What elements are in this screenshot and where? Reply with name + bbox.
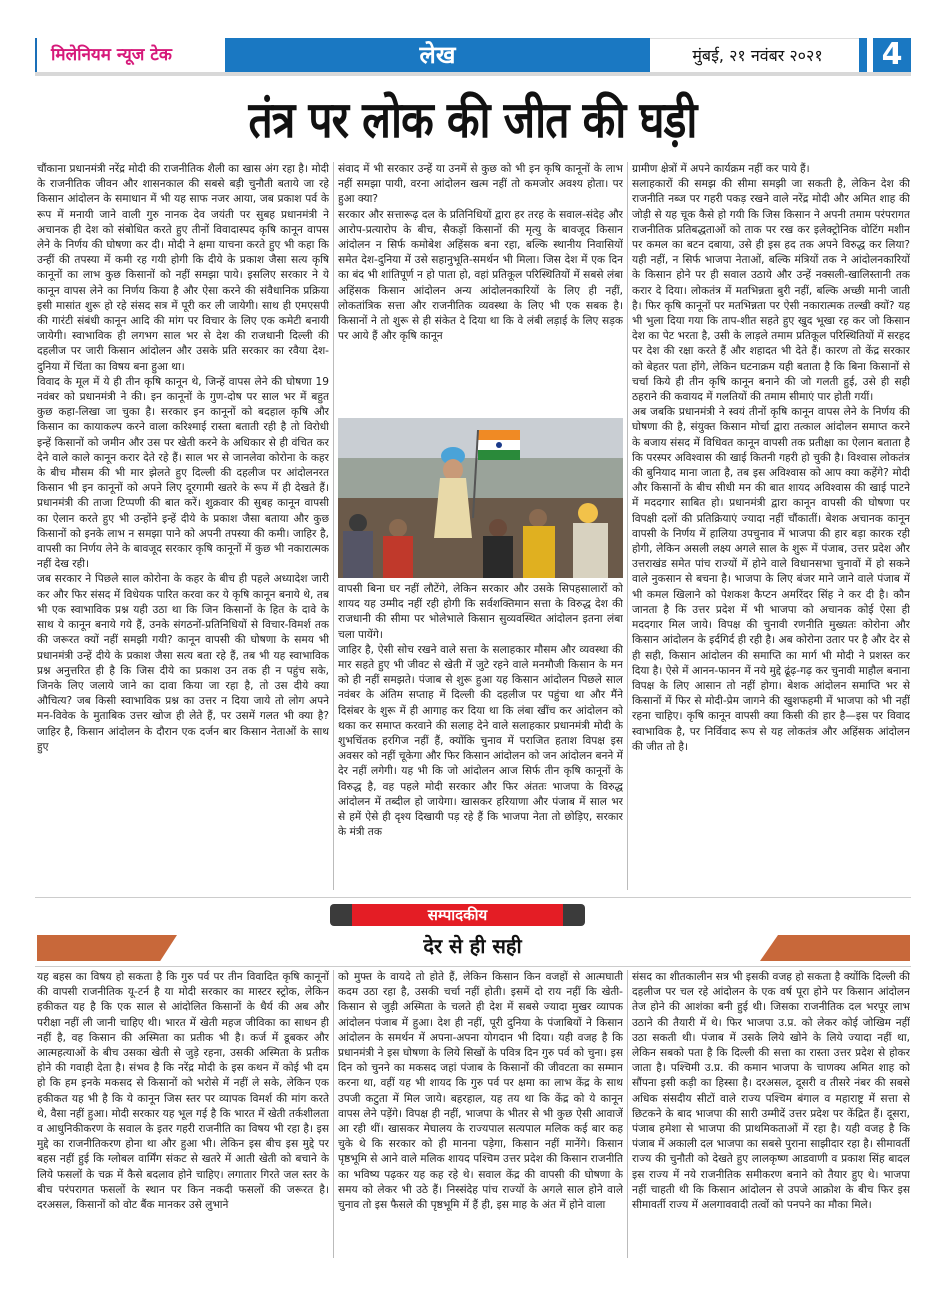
paragraph: सलाहकारों की समझ की सीमा समझी जा सकती है, लेकिन देश की राजनीति नब्ज पर गहरी पकड़ रखने वाले नरेंद्र मोदी और अमित शाह की जोड़ी से यह चूक कैसे हो गयी कि जिस किसान ने अपनी तमाम परंपरागत राजनीतिक प्रतिबद्धताओं को ताक पर रख कर इलेक्ट्रोनिक वोटिंग मशीन पर कमल का बटन दबाया, उसे ही इस हद तक अपने विरुद्ध कर लिया? यही नहीं, न सिर्फ भाजपा नेताओं, बल्कि मंत्रियों तक ने आंदोलनकारियों के किसान होने पर ही सवाल उठाये और उन्हें नक्सली-खालिस्तानी तक करार दे दिया। लोकतंत्र में मतभिन्नता बुरी नहीं, बल्कि अच्छी मानी जाती है। फिर कृषि कानूनों पर मतभिन्नता पर ऐसी नकारात्मक तल्खी क्यों? यह भी भुला दिया गया कि ताप-शीत सहते हुए खुद भूखा रह कर जो किसान देश का पेट भरता है, उसी के लाड़ले तमाम प्रतिकूल परिस्थितियों में सरहद पर देश की रक्षा करते हैं और शहादत भी देते हैं। कारण तो केंद्र सरकार को बेहतर पता होंगे, लेकिन घटनाक्रम यही बताता है कि बिना किसानों से चर्चा किये ही तीन कृषि कानून बनाने की जो गलती हुई, उसे ही सही ठहराने की कवायद में गलतियों की तमाम सीमाएं पार होती गयीं। xyxy=(632,178,910,404)
editorial-headline: देर से ही सही xyxy=(423,934,522,958)
article-headline: तंत्र पर लोक की जीत की घड़ी xyxy=(248,91,697,149)
column-divider xyxy=(333,970,334,1258)
column-divider xyxy=(627,162,628,890)
paragraph: विवाद के मूल में ये ही तीन कृषि कानून थे, जिन्हें वापस लेने की घोषणा 19 नवंबर को प्रधानमंत्री ने की। इन कानूनों के गुण-दोष पर साल भर में बहुत कुछ कहा-लिखा जा चुका है। सरकार इन कानूनों को बदहाल कृषि और किसान का कायाकल्प करने वाला करिश्माई रास्ता बताती रही है तो विरोधी इन्हें किसानों को जमीन और उस पर खेती करने के अधिकार से ही वंचित कर देने वाले काले कानून करार देते रहे हैं। साल भर से जानलेवा कोरोना के कहर के बीच मौसम की भी मार झेलते हुए दिल्ली की दहलीज पर आंदोलनरत किसान भी इन कानूनों को अपने लिए दूरगामी खतरे के रूप में ही देखते हैं। प्रधानमंत्री की ताजा टिप्पणी की बात करें। शुक्रवार की सुबह कानून वापसी का ऐलान करते हुए भी उन्होंने इन्हें दीये के प्रकाश जैसा बताया और कुछ किसानों को इनके लाभ न समझा पाने को अपनी तपस्या की कमी। जाहिर है, वापसी का निर्णय लेने के बावजूद सरकार कृषि कानूनों में कुछ भी नकारात्मक नहीं देख रही। xyxy=(37,375,329,571)
masthead xyxy=(35,38,911,76)
article-column-3 xyxy=(632,162,910,892)
section-title: लेख xyxy=(225,38,650,72)
paragraph: जाहिर है, ऐसी सोच रखने वाले सत्ता के सलाहकार मौसम और व्यवस्था की मार सहते हुए भी जीवट से खेती में जुटे रहने वाले मनमौजी किसान के मन को ही नहीं समझते। पंजाब से शुरू हुआ यह किसान आंदोलन पिछले साल नवंबर के अंतिम सप्ताह में दिल्ली की दहलीज पर पहुंचा था और मैंने दिसंबर के शुरू में ही आगाह कर दिया था कि लंबा खींच कर आंदोलन को थका कर समाप्त करवाने की सलाह देने वाले सलाहकार प्रधानमंत्री मोदी के शुभचिंतक हरगिज नहीं हैं, क्योंकि चुनाव में पराजित हताश विपक्ष इस अवसर को नहीं चूकेगा और फिर किसान आंदोलन को जन आंदोलन बनने में देर नहीं लगेगी। यह भी कि जो आंदोलन आज सिर्फ तीन कृषि कानूनों के विरुद्ध है, वह पहले मोदी सरकार और फिर अंततः भाजपा के विरुद्ध आंदोलन में तब्दील हो जायेगा। खासकर हरियाणा और पंजाब में साल भर से हमें ऐसे ही दृश्य दिखायी पड़ रहे हैं कि भाजपा नेता तो छोड़िए, सरकार के मंत्री तक xyxy=(338,643,623,839)
page-number: 4 xyxy=(867,38,911,72)
farmers-celebration-photo xyxy=(338,418,623,578)
article-column-1 xyxy=(37,162,329,892)
paragraph: चौंकाना प्रधानमंत्री नरेंद्र मोदी की राजनीतिक शैली का खास अंग रहा है। मोदी के राजनीतिक जीवन और शासनकाल की सबसे बड़ी चुनौती बताये जा रहे किसान आंदोलन के समाधान में भी यह साफ नजर आया, जब प्रकाश पर्व के रूप में मनायी जाने वाली गुरु नानक देव जयंती पर सुबह प्रधानमंत्री ने अचानक ही देश को संबोधित करते हुए तीनों विवादास्पद कृषि कानून वापस लेने के निर्णय की घोषणा कर दी। मोदी ने क्षमा याचना करते हुए भी कहा कि उन्हीं की तपस्या में कमी रह गयी होगी कि दीये के प्रकाश जैसा सत्य कृषि कानूनों का लाभ कुछ किसानों को नहीं समझा पाये। इसलिए सरकार ने ये कानून वापस लेने का निर्णय किया है और ऐसा करने की संवैधानिक प्रक्रिया इसी मासांत शुरू हो रहे संसद सत्र में पूरी कर ली जायेगी। साथ ही एमएसपी की गारंटी संबंधी कानून आदि की मांग पर विचार के लिए एक कमेटी बनायी जायेगी। स्वाभाविक ही लगभग साल भर से देश की राजधानी दिल्ली की दहलीज पर जारी किसान आंदोलन और उसके प्रति सरकार का रवैया देश-दुनिया में चिंता का विषय बना हुआ था। xyxy=(37,163,329,373)
paragraph: जब सरकार ने पिछले साल कोरोना के कहर के बीच ही पहले अध्यादेश जारी कर और फिर संसद में विधेयक पारित करवा कर ये कृषि कानून बनाये थे, तब भी एक स्वाभाविक प्रश्न यही उठा था कि जिन किसानों के हित के दावे के साथ ये कानून बनाये गये हैं, उनके संगठनों-प्रतिनिधियों से विचार-विमर्श तक की जरूरत क्यों नहीं समझी गयी? कानून वापसी की घोषणा के समय भी प्रधानमंत्री उन्हें दीये के प्रकाश जैसा सत्य बता रहे हैं, तब भी यह स्वाभाविक प्रश्न अनुत्तरित ही है कि जिस दीये का प्रकाश उन तक ही न पहुंच सके, जिनके लिए जलाये जाने का दावा किया जा रहा है, तो उस दीये क्या औचित्य? जब किसी स्वाभाविक प्रश्न का उत्तर न दिया जाये तो लोग अपने मन-विवेक के मुताबिक उत्तर खोज ही लेते हैं, पर उसमें गलत भी क्या है? जाहिर है, किसान आंदोलन के दौरान एक दर्जन बार किसान नेताओं के साथ हुए xyxy=(37,573,329,753)
paragraph: सरकार और सत्तारूढ़ दल के प्रतिनिधियों द्वारा हर तरह के सवाल-संदेह और आरोप-प्रत्यारोप के बीच, सैकड़ों किसानों की मृत्यु के बावजूद किसान आंदोलन न सिर्फ कमोबेश अहिंसक बना रहा, बल्कि स्थानीय निवासियों समेत देश-दुनिया में उसे सहानुभूति-समर्थन भी मिला। जिस देश में एक दिन का बंद भी शांतिपूर्ण न हो पाता हो, वहां प्रतिकूल परिस्थितियों में सबसे लंबा अहिंसक किसान आंदोलन अन्य आंदोलनकारियों के लिए ही नहीं, लोकतांत्रिक सत्ता और राजनीतिक व्यवस्था के लिए भी एक सबक है। किसानों ने तो शुरू से ही संकेत दे दिया था कि वे लंबी लड़ाई के लिए सड़क पर आये हैं और कृषि कानून xyxy=(338,208,623,343)
section-divider xyxy=(35,897,911,898)
paragraph: को मुफ्त के वायदे तो होते हैं, लेकिन किसान किन वजहों से आत्मघाती कदम उठा रहा है, उसकी चर्चा नहीं होती। इसमें दो राय नहीं कि खेती-किसान से जुड़ी अस्मिता के चलते ही देश में सबसे ज्यादा मुखर व्यापक आंदोलन पंजाब में हुआ। देश ही नहीं, पूरी दुनिया के पंजाबियों ने किसान आंदोलन के समर्थन में अपना-अपना योगदान भी दिया। यही वजह है कि प्रधानमंत्री ने इस घोषणा के लिये सिखों के पवित्र दिन गुरु पर्व को चुना। इस दिन को चुनने का मकसद जहां पंजाब के किसानों की जीवटता का सम्मान करना था, वहीं यह भी शायद कि गुरु पर्व पर क्षमा का लाभ केंद्र के साथ उपजी कटुता में मिल जाये। बहरहाल, यह तय था कि केंद्र को ये कानून वापस लेने पड़ेंगे। विपक्ष ही नहीं, भाजपा के भीतर से भी कुछ ऐसी आवाजें आ रही थीं। खासकर मेघालय के राज्यपाल सत्यपाल मलिक कई बार कह चुके थे कि सरकार को ही मानना पड़ेगा, किसान नहीं मानेंगे। किसान पृष्ठभूमि से आने वाले मलिक शायद पश्चिम उत्तर प्रदेश की किसान राजनीति का भविष्य पढ़कर यह कह रहे थे। सवाल केंद्र की वापसी की घोषणा के समय को लेकर भी उठे हैं। निस्संदेह पांच राज्यों के अगले साल होने वाले चुनाव तो इस फैसले की पृष्ठभूमि में हैं ही, इस माह के अंत में होने वाला xyxy=(338,971,623,1212)
column-divider xyxy=(333,162,334,890)
editorial-column-1 xyxy=(37,970,329,1260)
paragraph: वापसी बिना घर नहीं लौटेंगे, लेकिन सरकार और उसके सिपहसालारों को शायद यह उम्मीद नहीं रही होगी कि सर्वशक्तिमान सत्ता के विरुद्ध देश की राजधानी की सीमा पर भोलेभाले किसान सुव्यवस्थित आंदोलन इतना लंबा चला पायेंगे। xyxy=(338,583,623,641)
paragraph: संसद का शीतकालीन सत्र भी इसकी वजह हो सकता है क्योंकि दिल्ली की दहलीज पर चल रहे आंदोलन के एक वर्ष पूरा होने पर किसान आंदोलन तेज होने की आशंका बनी हुई थी। जिसका राजनीतिक दल भरपूर लाभ उठाने की तैयारी में थे। फिर भाजपा उ.प्र. को लेकर कोई जोखिम नहीं उठा सकती थी। पंजाब में उसके लिये खोने के लिये ज्यादा नहीं था, लेकिन सबको पता है कि दिल्ली की सत्ता का रास्ता उत्तर प्रदेश से होकर जाता है। पश्चिमी उ.प्र. की कमान भाजपा के चाणक्य अमित शाह को सौंपना इसी कड़ी का हिस्सा है। दरअसल, दूसरी व तीसरे नंबर की सबसे अधिक संसदीय सीटों वाले राज्य पश्चिम बंगाल व महाराष्ट्र में सत्ता से छिटकने के बाद भाजपा की सारी उम्मीदें उत्तर प्रदेश पर केंद्रित हैं। दूसरा, पंजाब हमेशा से भाजपा की प्राथमिकताओं में रहा है। यही वजह है कि पंजाब में अकाली दल भाजपा का सबसे पुराना साझीदार रहा है। सीमावर्ती राज्य की चुनौती को देखते हुए लालकृष्ण आडवाणी व प्रकाश सिंह बादल इस राज्य में नये राजनीतिक समीकरण बनाने को तैयार हुए थे। भाजपा नहीं चाहती थी कि किसान आंदोलन से उपजे आक्रोश के बीच फिर इस सीमावर्ती राज्य में अलगाववादी तत्वों को पनपने का मौका मिले। xyxy=(632,971,910,1212)
paragraph: अब जबकि प्रधानमंत्री ने स्वयं तीनों कृषि कानून वापस लेने के निर्णय की घोषणा की है, संयुक्त किसान मोर्चा द्वारा तत्काल आंदोलन समाप्त करने के बजाय संसद में विधिवत कानून वापसी तक प्रतीक्षा का ऐलान बताता है कि परस्पर अविश्वास की खाई कितनी गहरी हो चुकी है। विश्वास लोकतंत्र की बुनियाद माना जाता है, तब इस अविश्वास को आप क्या कहेंगे? मोदी और किसानों के बीच सीधी मन की बात शायद अविश्वास की खाई पाटने में मददगार साबित हो। प्रधानमंत्री द्वारा कानून वापसी की घोषणा पर विपक्षी दलों की प्रतिक्रियाएं ज्यादा नहीं चौंकातीं। बेशक अचानक कानून वापसी के निर्णय में हालिया उपचुनाव में भाजपा की हार बड़ा कारक रही होगी, लेकिन असली लक्ष्य अगले साल के शुरू में पंजाब, उत्तर प्रदेश और उत्तराखंड समेत पांच राज्यों में होने वाले विधानसभा चुनावों में हो सकने वाले नुकसान से बचना है। भाजपा के लिए बंजर माने जाने वाले पंजाब में भी कमल खिलाने को पेशकश कैप्टन अमरिंदर सिंह ने कर दी है। कौन जानता है कि उत्तर प्रदेश में भी भाजपा को अचानक कोई ऐसा ही मददगार मिल जाये। विपक्ष की चुनावी रणनीति मुख्यतः कोरोना और किसान आंदोलन के इर्दगिर्द ही रही है। अब कोरोना उतार पर है और देर से ही सही, किसान आंदोलन की समाप्ति का मार्ग भी मोदी ने प्रशस्त कर दिया है। ऐसे में आनन-फानन में नये मुद्दे ढूंढ़-गढ़ कर चुनावी माहौल बनाना विपक्ष के लिए आसान तो नहीं होगा। बेशक आंदोलन समाप्ति भर से किसानों में फिर से मोदी-प्रेम जागने की खुशफहमी में भाजपा को भी नहीं रहना चाहिए। कृषि कानून वापसी क्या किसी की हार है—इस पर विवाद स्वाभाविक है, पर निर्विवाद रूप से यह लोकतंत्र और अहिंसक आंदोलन की जीत तो है। xyxy=(632,406,910,753)
paragraph: संवाद में भी सरकार उन्हें या उनमें से कुछ को भी इन कृषि कानूनों के लाभ नहीं समझा पायी, वरना आंदोलन खत्म नहीं तो कमजोर अवश्य होता। पर हुआ क्या? xyxy=(338,163,623,206)
paragraph: ग्रामीण क्षेत्रों में अपने कार्यक्रम नहीं कर पाये हैं। xyxy=(632,163,810,175)
editorial-column-2 xyxy=(338,970,623,1260)
issue-date: मुंबई, २१ नवंबर २०२१ xyxy=(650,38,865,72)
editorial-label: सम्पादकीय xyxy=(330,904,585,926)
editorial-column-3 xyxy=(632,970,910,1260)
column-divider xyxy=(627,970,628,1258)
section-divider xyxy=(35,966,911,967)
article-column-2-bottom xyxy=(338,582,623,892)
article-column-2-top xyxy=(338,162,623,414)
newspaper-logo: मिलेनियम न्यूज टेक xyxy=(35,38,225,72)
paragraph: यह बहस का विषय हो सकता है कि गुरु पर्व पर तीन विवादित कृषि कानूनों की वापसी राजनीतिक यू-टर्न है या मोदी सरकार का मास्टर स्ट्रोक, लेकिन हकीकत यह है कि एक साल से आंदोलित किसानों के धैर्य की अब और परीक्षा नहीं ली जानी चाहिए थी। भारत में खेती महज जीविका का साधन ही नहीं है, वह किसान की अस्मिता का प्रतीक भी है। कर्ज में डूबकर और आत्महत्याओं के बीच उसका खेती से जुड़े रहना, उसकी अस्मिता के प्रतीक होने की गवाही देता है। संभव है कि नरेंद्र मोदी के इस कथन में कोई भी दम हो कि हम इनके मकसद से किसानों को भरोसे में नहीं ले सके, लेकिन एक हकीकत यह भी है कि ये कानून जिस स्तर पर व्यापक विमर्श की मांग करते थे, वैसा नहीं हुआ। मोदी सरकार यह भूल गई है कि भारत में खेती तर्कशीलता व आधुनिकीकरण के सवाल के इतर गहरी राजनीति का विषय भी रहा है। इस मुद्दे का राजनीतिकरण होना था और हुआ भी। लेकिन इस बीच इस मुद्दे पर बहस नहीं हुई कि ग्लोबल वार्मिंग संकट से खतरे में आती खेती को बचाने के लिये फसलों के चक्र में कैसे बदलाव होने चाहिए। लगातार गिरते जल स्तर के बीच परंपरागत फसलों के स्थान पर किन नकदी फसलों की जरूरत है। दरअसल, किसानों को वोट बैंक मानकर उसे लुभाने xyxy=(37,971,329,1212)
